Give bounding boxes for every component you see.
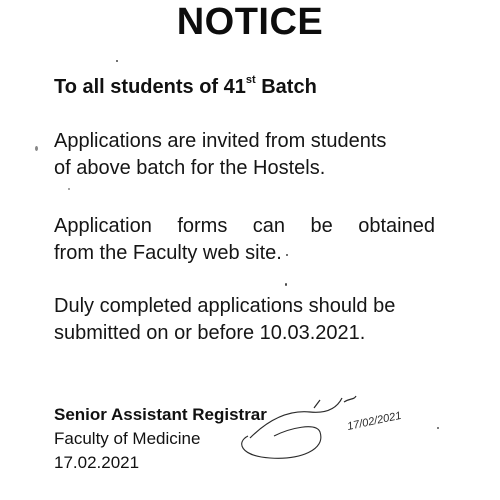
- addressee-suffix: Batch: [255, 76, 317, 98]
- paragraph-line: from the Faculty web site.: [54, 242, 282, 264]
- word: Application: [54, 215, 152, 237]
- scan-speck: [285, 283, 287, 286]
- word: can: [252, 215, 286, 237]
- department-name: Faculty of Medicine: [54, 429, 201, 448]
- paragraph-line: of above batch for the Hostels.: [54, 157, 326, 179]
- signatory-title: Senior Assistant Registrar: [54, 405, 267, 424]
- scan-speck: [286, 254, 288, 256]
- paragraph-line: submitted on or before 10.03.2021.: [54, 322, 366, 344]
- notice-date: 17.02.2021: [54, 453, 140, 472]
- handwritten-signature: [230, 388, 450, 468]
- paragraph-forms: [54, 213, 444, 267]
- handwritten-date: 17/02/2021: [346, 409, 403, 433]
- paragraph-invitation: [54, 128, 444, 182]
- notice-title: NOTICE: [176, 1, 324, 43]
- paragraph-line: Applications are invited from students: [54, 130, 387, 152]
- scan-speck: [116, 60, 118, 62]
- addressee-line: [54, 74, 317, 100]
- paragraph-deadline: [54, 293, 444, 347]
- paragraph-line: Duly completed applications should be: [54, 295, 396, 317]
- word: obtained: [358, 215, 435, 237]
- addressee-prefix: To all students of 41: [54, 76, 246, 98]
- scan-speck: [68, 188, 70, 190]
- word: forms: [177, 215, 228, 237]
- addressee-superscript: st: [245, 74, 256, 87]
- word: be: [310, 215, 333, 237]
- paragraph-line-justified: [54, 213, 435, 240]
- scan-speck: [35, 146, 38, 151]
